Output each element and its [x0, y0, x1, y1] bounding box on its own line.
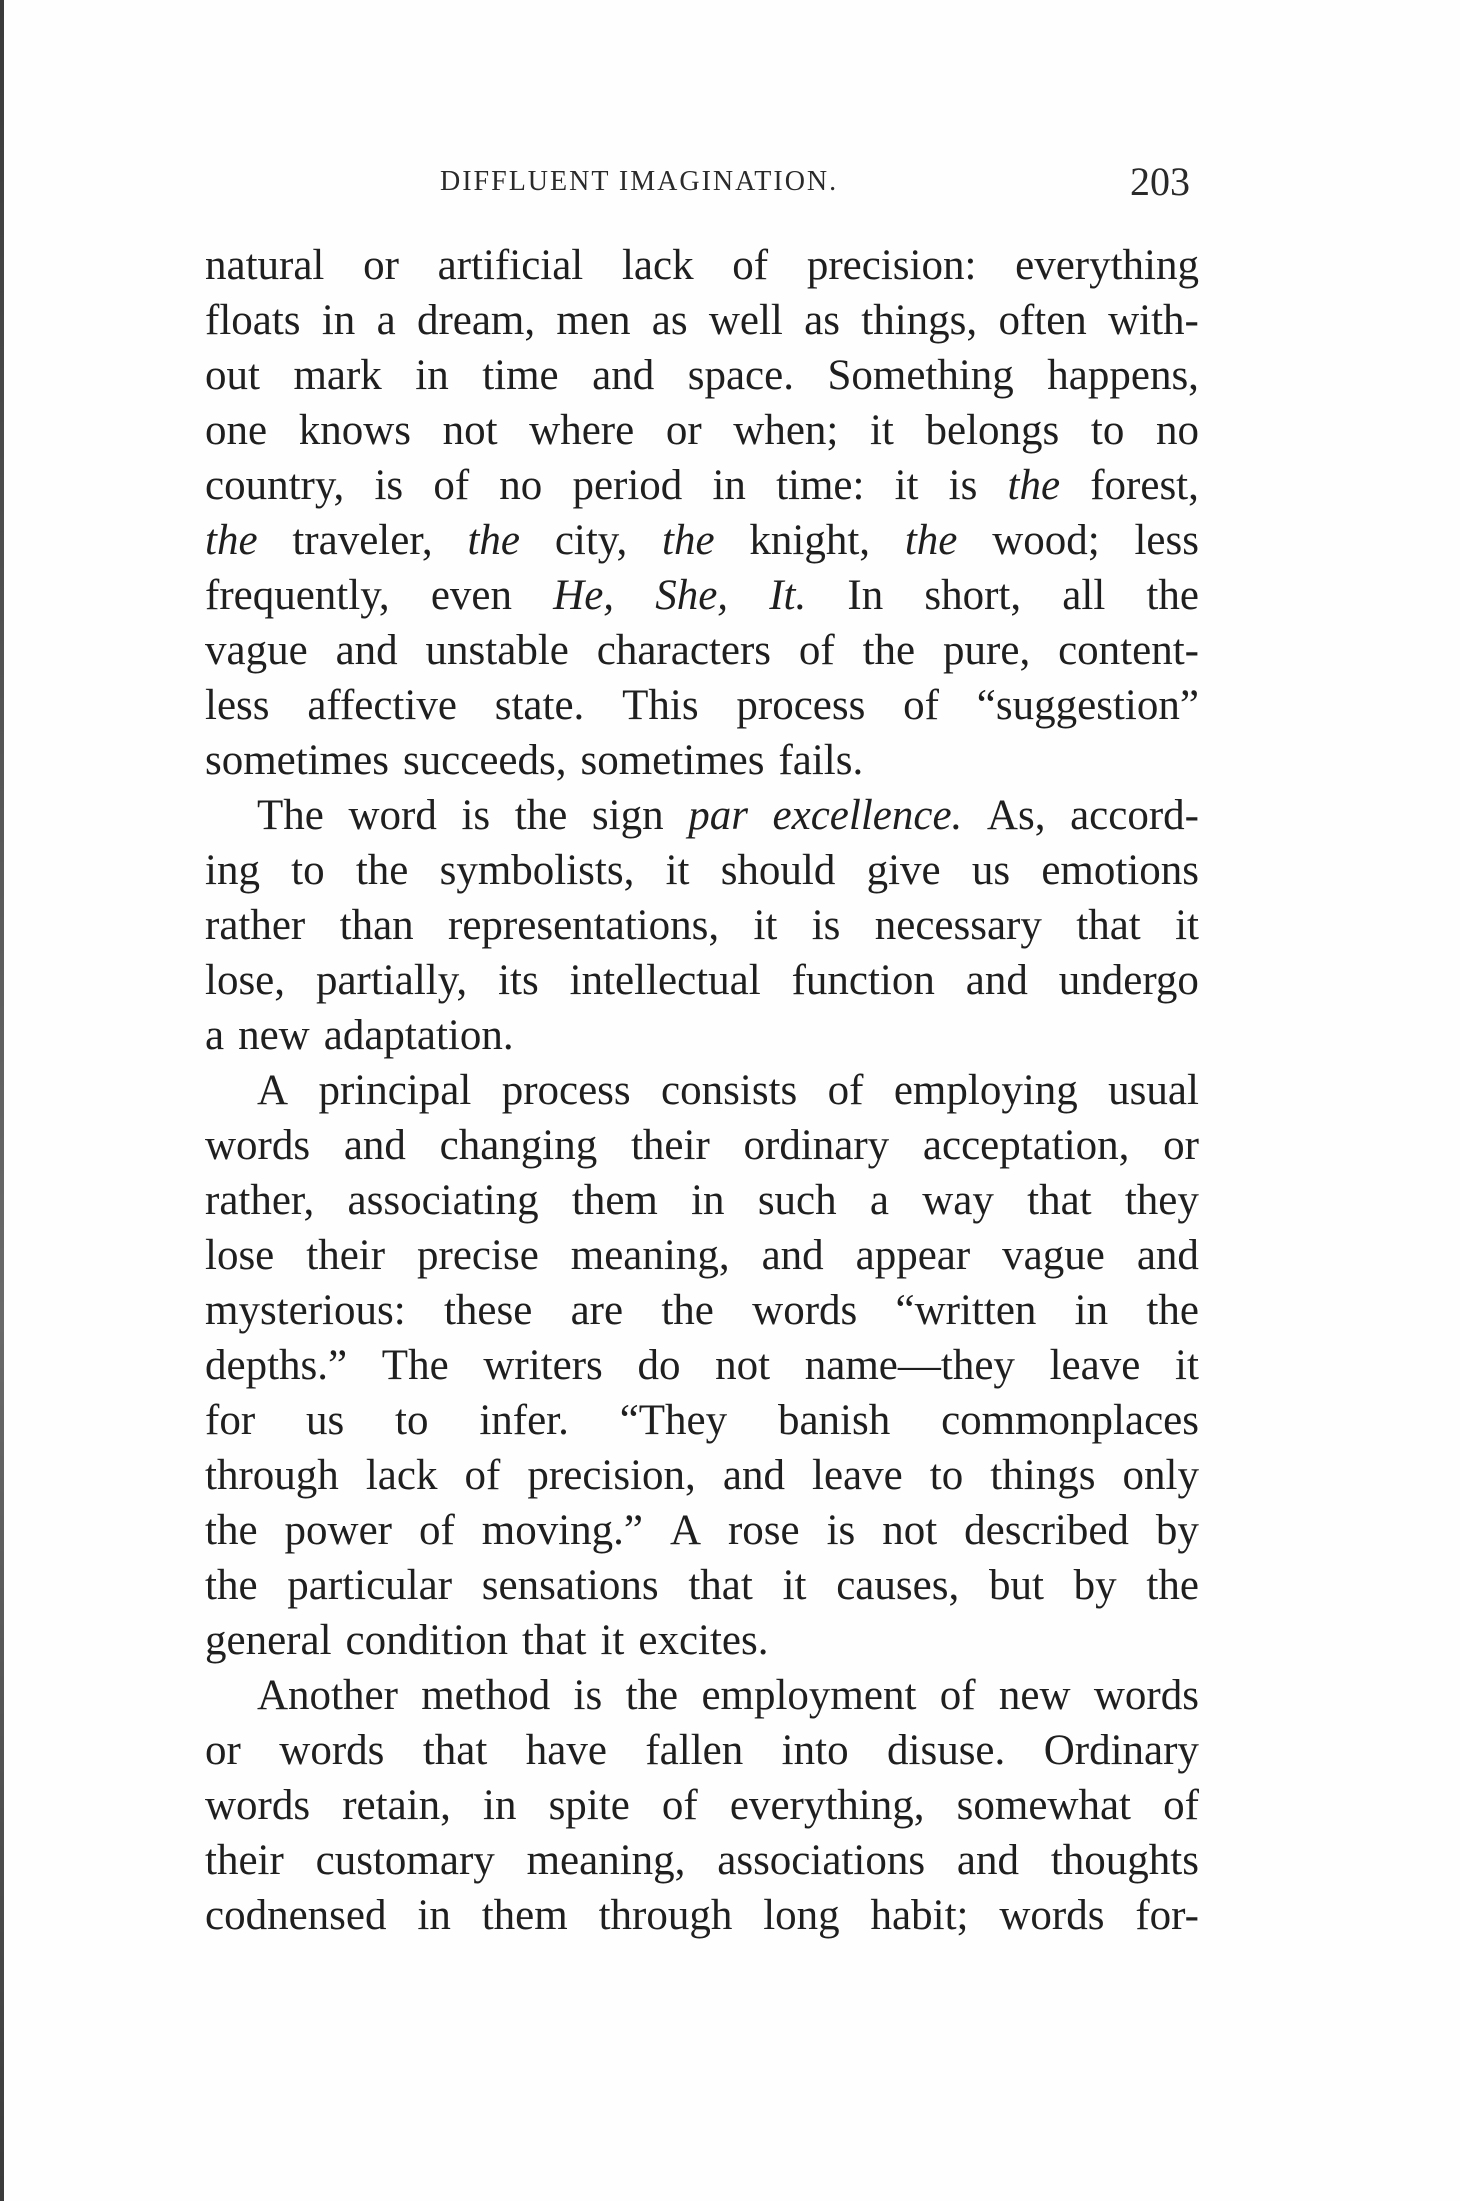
- word: habit;: [870, 1892, 969, 1939]
- word: the: [1007, 462, 1061, 509]
- word: of: [732, 242, 769, 289]
- page-edge-shadow: [0, 0, 4, 2201]
- word: it: [782, 1562, 807, 1609]
- text-line: [205, 678, 1199, 733]
- word: to: [1090, 407, 1125, 454]
- word: of: [827, 1067, 864, 1114]
- word: the: [355, 847, 409, 894]
- word: general: [205, 1617, 332, 1664]
- word: A: [669, 1507, 702, 1554]
- word: it: [1175, 1342, 1199, 1389]
- word: thoughts: [1050, 1837, 1199, 1884]
- word: vague: [205, 627, 308, 674]
- word: commonplaces: [941, 1397, 1199, 1444]
- word: leave: [812, 1452, 903, 1499]
- word: meaning,: [570, 1232, 730, 1279]
- word: precise: [417, 1232, 539, 1279]
- word: one: [205, 407, 268, 454]
- word: for: [205, 1397, 256, 1444]
- word: that: [521, 1617, 587, 1664]
- word: changing: [439, 1122, 598, 1169]
- word: the: [904, 517, 958, 564]
- word: disuse.: [887, 1727, 1006, 1774]
- word: belongs: [925, 407, 1060, 454]
- text-line: [205, 1393, 1199, 1448]
- word: sometimes: [205, 737, 389, 784]
- text-line: [205, 1448, 1199, 1503]
- word: the: [625, 1672, 679, 1719]
- word: for-: [1135, 1892, 1199, 1939]
- word: way: [922, 1177, 994, 1224]
- word: or: [1163, 1122, 1199, 1169]
- word: and: [761, 1232, 824, 1279]
- word: men: [556, 297, 631, 344]
- word: infer.: [479, 1397, 569, 1444]
- word: not: [442, 407, 498, 454]
- word: space.: [687, 352, 794, 399]
- word: principal: [318, 1067, 472, 1114]
- word: representations,: [448, 902, 720, 949]
- word: precision:: [806, 242, 977, 289]
- word: somewhat: [956, 1782, 1131, 1829]
- word: intellectual: [569, 957, 761, 1004]
- word: it: [665, 847, 690, 894]
- word: in: [1074, 1287, 1109, 1334]
- word: of: [464, 1452, 501, 1499]
- text-line: [205, 623, 1199, 678]
- word: it: [869, 407, 894, 454]
- word: described: [964, 1507, 1129, 1554]
- word: the: [1146, 1562, 1199, 1609]
- word: give: [866, 847, 941, 894]
- word: adaptation.: [323, 1012, 514, 1059]
- word: things: [990, 1452, 1096, 1499]
- word: less: [205, 682, 270, 729]
- word: of: [939, 1672, 976, 1719]
- word: short,: [924, 572, 1022, 619]
- text-line: [205, 1558, 1199, 1613]
- word: us: [971, 847, 1011, 894]
- word: its: [498, 957, 539, 1004]
- word: the: [862, 627, 916, 674]
- text-line: [205, 1118, 1199, 1173]
- word: should: [720, 847, 836, 894]
- word: of: [418, 1507, 455, 1554]
- word: symbolists,: [439, 847, 635, 894]
- word: it: [753, 902, 778, 949]
- word: not: [882, 1507, 938, 1554]
- word: words: [205, 1122, 311, 1169]
- word: appear: [855, 1232, 971, 1279]
- word: that: [422, 1727, 488, 1774]
- word: them: [571, 1177, 658, 1224]
- word: content-: [1058, 627, 1199, 674]
- word: acceptation,: [922, 1122, 1130, 1169]
- word: ing: [205, 847, 260, 894]
- word: in: [417, 1892, 451, 1939]
- word: excites.: [638, 1617, 769, 1664]
- word: associations: [717, 1837, 926, 1884]
- word: with-: [1108, 297, 1199, 344]
- word: banish: [777, 1397, 891, 1444]
- word: but: [988, 1562, 1044, 1609]
- word: sometimes: [580, 737, 765, 784]
- word: artificial: [437, 242, 584, 289]
- word: pure,: [943, 627, 1031, 674]
- word: even: [430, 572, 512, 619]
- word: rather,: [205, 1177, 315, 1224]
- text-line: [205, 733, 1199, 788]
- word: is: [573, 1672, 603, 1719]
- word: frequently,: [205, 572, 390, 619]
- word: undergo: [1058, 957, 1199, 1004]
- word: and: [592, 352, 655, 399]
- word: such: [757, 1177, 837, 1224]
- word: everything: [1015, 242, 1199, 289]
- word: associating: [347, 1177, 539, 1224]
- word: well: [708, 297, 783, 344]
- text-line: [205, 568, 1199, 623]
- word: method: [421, 1672, 551, 1719]
- word: less: [1134, 517, 1199, 564]
- word: ordinary: [743, 1122, 890, 1169]
- text-line: [205, 1503, 1199, 1558]
- text-line: [205, 513, 1199, 568]
- word: them: [481, 1892, 568, 1939]
- word: affective: [307, 682, 457, 729]
- word: new: [998, 1672, 1071, 1719]
- word: knight,: [749, 517, 871, 564]
- word: out: [205, 352, 260, 399]
- word: and: [965, 957, 1028, 1004]
- word: fallen: [645, 1727, 744, 1774]
- word: Something: [827, 352, 1014, 399]
- word: words: [999, 1892, 1105, 1939]
- word: of: [903, 682, 939, 729]
- word: necessary: [874, 902, 1042, 949]
- word: excellence.: [772, 792, 963, 839]
- text-line: [205, 1668, 1199, 1723]
- word: to: [395, 1397, 429, 1444]
- word: of: [798, 627, 835, 674]
- word: word: [348, 792, 437, 839]
- word: in: [483, 1782, 517, 1829]
- word: the: [467, 517, 521, 564]
- word: a: [205, 1012, 225, 1059]
- word: process: [736, 682, 866, 729]
- word: Ordinary: [1043, 1727, 1199, 1774]
- word: is: [948, 462, 978, 509]
- word: into: [781, 1727, 849, 1774]
- word: retain,: [342, 1782, 451, 1829]
- word: the: [205, 1562, 258, 1609]
- word: precision,: [527, 1452, 696, 1499]
- word: The: [381, 1342, 449, 1389]
- word: in: [415, 352, 449, 399]
- word: happens,: [1047, 352, 1199, 399]
- word: the: [514, 792, 568, 839]
- word: it: [600, 1617, 625, 1664]
- word: employing: [893, 1067, 1078, 1114]
- word: function: [791, 957, 935, 1004]
- word: is: [461, 792, 491, 839]
- word: condition: [345, 1617, 508, 1664]
- word: sensations: [481, 1562, 659, 1609]
- word: the: [1146, 1287, 1199, 1334]
- word: the: [662, 517, 715, 564]
- word: that: [688, 1562, 753, 1609]
- word: a: [376, 297, 396, 344]
- word: unstable: [425, 627, 569, 674]
- word: She,: [655, 572, 729, 619]
- word: codnensed: [205, 1892, 387, 1939]
- word: causes,: [836, 1562, 960, 1609]
- running-title: DIFFLUENT IMAGINATION.: [440, 166, 839, 197]
- word: new: [238, 1012, 310, 1059]
- word: fails.: [778, 737, 864, 784]
- word: In: [847, 572, 884, 619]
- text-line: [205, 788, 1199, 843]
- word: country,: [205, 462, 345, 509]
- text-line: [205, 293, 1199, 348]
- word: He,: [553, 572, 615, 619]
- word: do: [637, 1342, 681, 1389]
- word: name—they: [804, 1342, 1015, 1389]
- word: lose,: [205, 957, 286, 1004]
- word: succeeds,: [402, 737, 567, 784]
- word: emotions: [1041, 847, 1199, 894]
- word: than: [339, 902, 414, 949]
- word: forest,: [1090, 462, 1199, 509]
- word: the: [661, 1287, 714, 1334]
- word: in: [691, 1177, 725, 1224]
- page-header: [440, 158, 1190, 208]
- word: everything,: [729, 1782, 925, 1829]
- word: no: [1155, 407, 1199, 454]
- word: they: [1124, 1177, 1199, 1224]
- word: partially,: [315, 957, 468, 1004]
- text-line: [205, 403, 1199, 458]
- text-line: [205, 1008, 1199, 1063]
- word: have: [525, 1727, 607, 1774]
- word: period: [572, 462, 683, 509]
- word: accord-: [1070, 792, 1199, 839]
- word: meaning,: [526, 1837, 686, 1884]
- word: it: [894, 462, 919, 509]
- text-line: [205, 1283, 1199, 1338]
- word: by: [1073, 1562, 1117, 1609]
- word: the: [1146, 572, 1199, 619]
- word: no: [499, 462, 543, 509]
- word: are: [570, 1287, 624, 1334]
- text-line: [205, 1173, 1199, 1228]
- word: vague: [1002, 1232, 1105, 1279]
- text-line: [205, 1063, 1199, 1118]
- word: to: [291, 847, 325, 894]
- word: state.: [494, 682, 585, 729]
- word: or: [665, 407, 702, 454]
- text-line: [205, 953, 1199, 1008]
- text-line: [205, 1228, 1199, 1283]
- word: a: [869, 1177, 889, 1224]
- word: and: [1136, 1232, 1199, 1279]
- word: the: [205, 1507, 258, 1554]
- word: characters: [596, 627, 771, 674]
- word: time: [482, 352, 559, 399]
- word: mark: [293, 352, 382, 399]
- word: in: [321, 297, 356, 344]
- word: through: [205, 1452, 339, 1499]
- page-number: 203: [1130, 159, 1190, 204]
- word: sign: [591, 792, 664, 839]
- word: dream,: [416, 297, 536, 344]
- word: A: [257, 1067, 289, 1114]
- body-text: [205, 238, 1199, 1943]
- word: Another: [257, 1672, 398, 1719]
- word: lack: [621, 242, 694, 289]
- word: when;: [733, 407, 839, 454]
- word: leave: [1049, 1342, 1141, 1389]
- word: of: [661, 1782, 698, 1829]
- word: wood;: [992, 517, 1100, 564]
- word: that: [1076, 902, 1141, 949]
- text-line: [205, 1613, 1199, 1668]
- text-line: [205, 458, 1199, 513]
- text-line: [205, 348, 1199, 403]
- word: where: [529, 407, 635, 454]
- word: only: [1122, 1452, 1199, 1499]
- word: spite: [548, 1782, 630, 1829]
- word: not: [715, 1342, 771, 1389]
- word: city,: [554, 517, 628, 564]
- text-line: [205, 1723, 1199, 1778]
- word: by: [1155, 1507, 1199, 1554]
- word: words: [279, 1727, 385, 1774]
- text-line: [205, 1888, 1199, 1943]
- text-line: [205, 1778, 1199, 1833]
- word: customary: [315, 1837, 495, 1884]
- word: particular: [287, 1562, 453, 1609]
- word: “suggestion”: [976, 682, 1199, 729]
- word: traveler,: [292, 517, 433, 564]
- word: It.: [769, 572, 807, 619]
- text-line: [205, 1833, 1199, 1888]
- word: and: [722, 1452, 785, 1499]
- word: it: [1175, 902, 1199, 949]
- word: in: [712, 462, 746, 509]
- word: rose: [727, 1507, 800, 1554]
- word: as: [651, 297, 688, 344]
- word: natural: [205, 242, 325, 289]
- word: and: [956, 1837, 1019, 1884]
- word: writers: [483, 1342, 603, 1389]
- word: usual: [1108, 1067, 1199, 1114]
- word: time:: [776, 462, 865, 509]
- word: or: [363, 242, 399, 289]
- word: their: [306, 1232, 386, 1279]
- word: their: [630, 1122, 710, 1169]
- word: This: [622, 682, 699, 729]
- text-line: [205, 1338, 1199, 1393]
- word: mysterious:: [205, 1287, 406, 1334]
- word: floats: [205, 297, 301, 344]
- word: power: [284, 1507, 392, 1554]
- word: is: [374, 462, 404, 509]
- text-line: [205, 238, 1199, 293]
- word: often: [998, 297, 1087, 344]
- word: “written: [895, 1287, 1037, 1334]
- word: us: [305, 1397, 345, 1444]
- word: lose: [205, 1232, 275, 1279]
- word: par: [688, 792, 748, 839]
- word: through: [598, 1892, 733, 1939]
- word: their: [205, 1837, 284, 1884]
- word: employment: [701, 1672, 917, 1719]
- text-line: [205, 898, 1199, 953]
- word: is: [826, 1507, 856, 1554]
- word: moving.”: [481, 1507, 643, 1554]
- word: “They: [619, 1397, 728, 1444]
- text-line: [205, 843, 1199, 898]
- word: words: [1093, 1672, 1199, 1719]
- word: as: [804, 297, 840, 344]
- word: and: [343, 1122, 406, 1169]
- word: all: [1062, 572, 1106, 619]
- word: of: [433, 462, 470, 509]
- word: process: [501, 1067, 631, 1114]
- word: words: [752, 1287, 858, 1334]
- word: words: [205, 1782, 311, 1829]
- word: is: [811, 902, 841, 949]
- word: The: [257, 792, 324, 839]
- word: long: [763, 1892, 840, 1939]
- word: these: [443, 1287, 533, 1334]
- word: As,: [986, 792, 1046, 839]
- word: rather: [205, 902, 306, 949]
- word: of: [1163, 1782, 1199, 1829]
- word: and: [335, 627, 398, 674]
- word: consists: [661, 1067, 798, 1114]
- word: things,: [861, 297, 978, 344]
- word: to: [929, 1452, 964, 1499]
- word: knows: [298, 407, 411, 454]
- word: depths.”: [205, 1342, 348, 1389]
- word: that: [1027, 1177, 1092, 1224]
- word: or: [205, 1727, 241, 1774]
- word: the: [205, 517, 258, 564]
- word: lack: [365, 1452, 438, 1499]
